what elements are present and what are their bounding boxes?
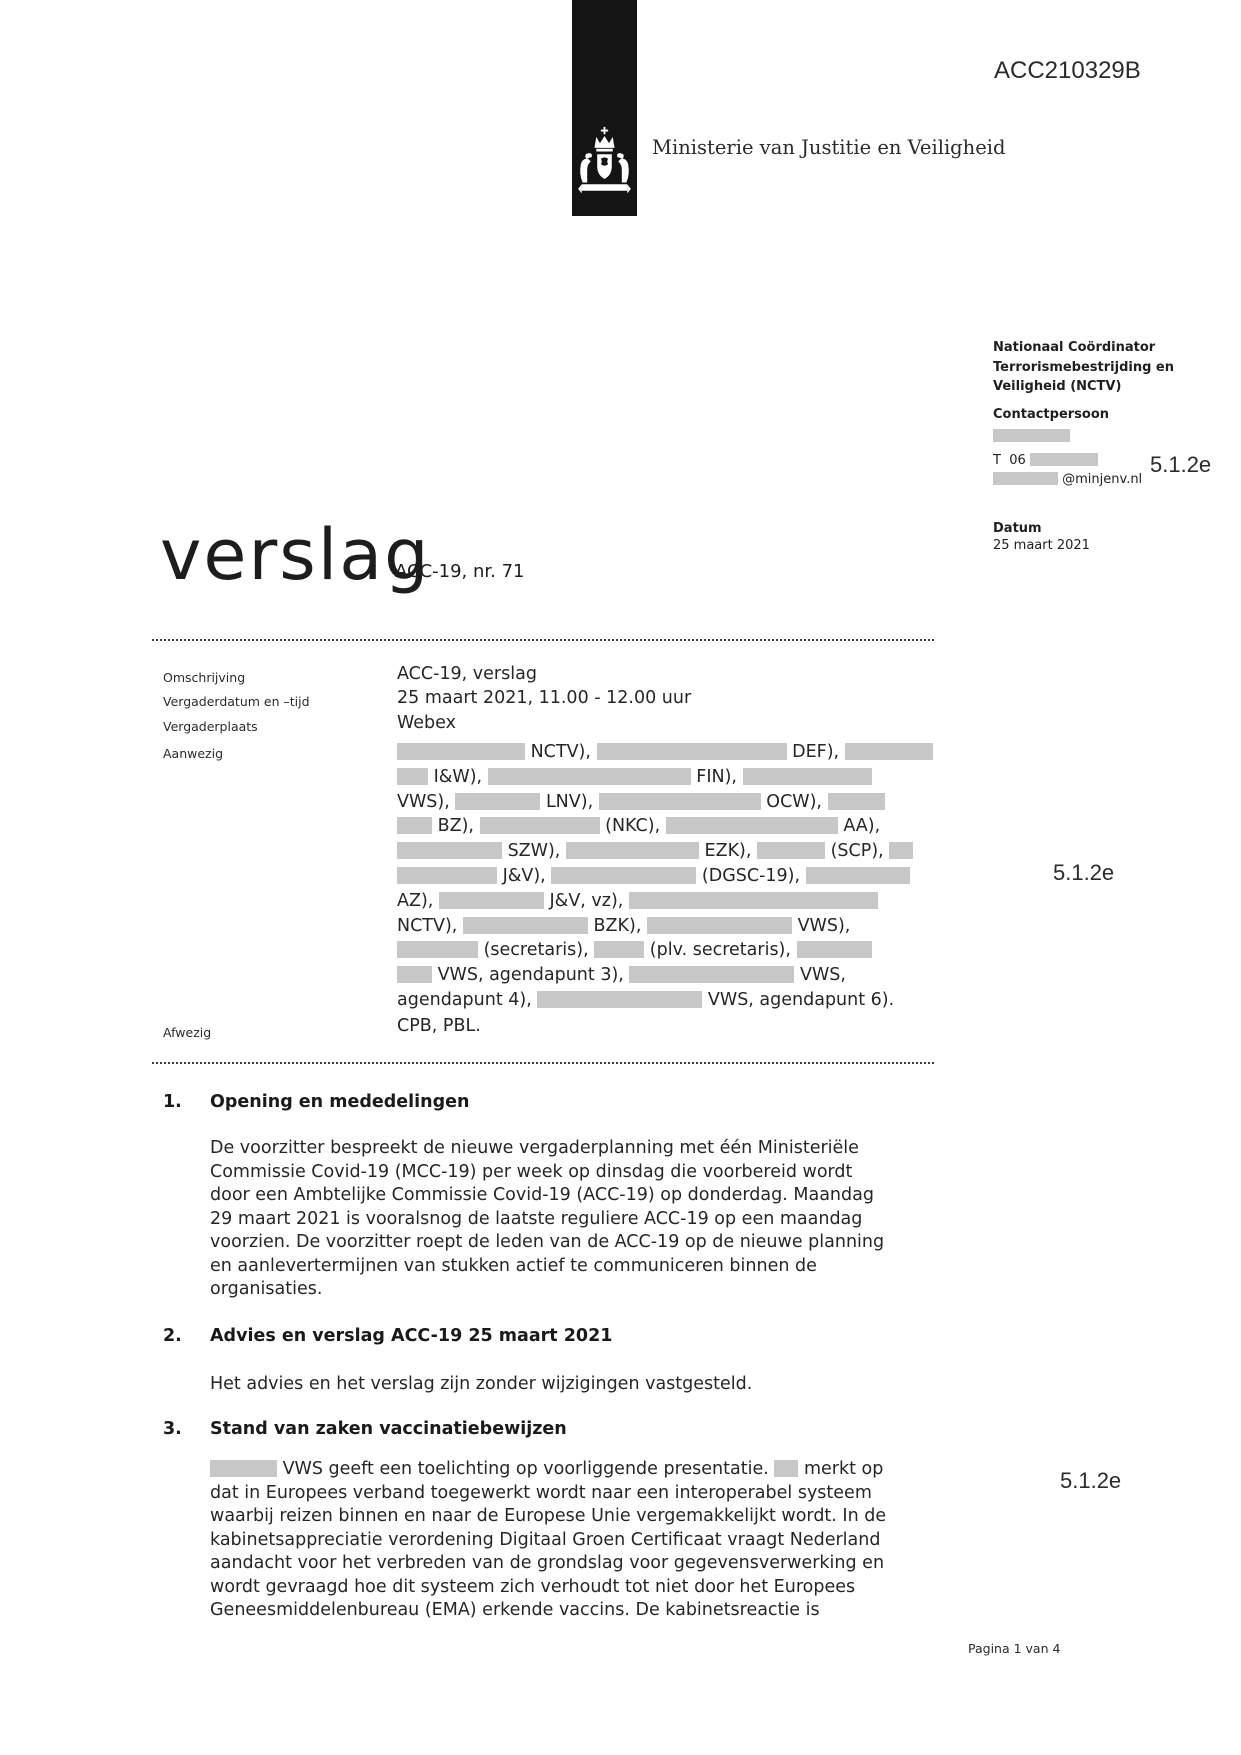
text-line: (secretaris), (plv. secretaris), [397,938,933,963]
text-line: dat in Europees verband toegewerkt wordt naar een interoperabel systeem [210,1482,872,1503]
redaction-box [463,917,588,934]
redaction-box [828,793,885,810]
redaction-code-annotation: 5.1.2e [1060,1468,1122,1493]
text-line: Commissie Covid-19 (MCC-19) per week op dinsdag die voorbereid wordt [210,1161,853,1182]
text-line: @minjenv.nl [993,472,1142,487]
text-line [993,429,1070,444]
organisation-line: Nationaal Coördinator [993,340,1156,355]
contact-name-redacted [993,429,1070,444]
text-line: SZW), EZK), (SCP), [397,839,933,864]
organisation-line: Veiligheid (NCTV) [993,379,1122,394]
redaction-box [566,842,699,859]
redaction-box [397,743,525,760]
contact-label: Contactpersoon [993,407,1110,422]
redaction-box [397,941,478,958]
redaction-code-annotation: 5.1.2e [1053,860,1115,885]
meta-label-vergaderplaats: Vergaderplaats [163,719,258,734]
redaction-box [629,966,794,983]
section-2-title: Advies en verslag ACC-19 25 maart 2021 [210,1326,613,1346]
text-line: organisaties. [210,1279,323,1299]
date-value: 25 maart 2021 [993,538,1090,553]
redaction-box [397,768,428,785]
redaction-box [597,743,787,760]
text-line: wordt gevraagd hoe dit systeem zich verhoudt tot niet door het Europees [210,1576,856,1597]
section-2-paragraph [210,1373,752,1397]
text-line: De voorzitter bespreekt de nieuwe vergaderplanning met één Ministeriële [210,1138,859,1158]
redaction-box [397,817,432,834]
meta-label-aanwezig: Aanwezig [163,746,224,761]
text-line: agendapunt 4), VWS, agendapunt 6). [397,989,895,1010]
text-line: AZ), J&V, vz), [397,889,933,914]
redaction-box [889,842,913,859]
redaction-box [629,892,878,909]
meta-value-omschrijving: ACC-19, verslag [397,664,537,684]
redaction-box [551,867,696,884]
section-1-title: Opening en mededelingen [210,1092,470,1112]
meta-label-vergaderdatum: Vergaderdatum en –tijd [163,694,310,709]
redaction-box [993,429,1070,442]
redaction-box [666,817,838,834]
section-1-paragraph [210,1137,884,1302]
rijksoverheid-coat-of-arms-icon [577,126,632,208]
document-reference: ACC210329B [994,57,1141,84]
text-line: voorzien. De voorzitter roept de leden van de ACC-19 op de nieuwe planning [210,1232,885,1252]
redaction-box [599,793,761,810]
date-label: Datum [993,521,1042,536]
redaction-box [743,768,872,785]
text-line: VWS), LNV), OCW), [397,790,933,815]
page-subtitle: ACC-19, nr. 71 [395,561,525,582]
text-line: BZ), (NKC), AA), [397,814,933,839]
meta-label-afwezig: Afwezig [163,1025,212,1040]
redaction-box [806,867,910,884]
redaction-box [397,867,497,884]
meta-value-vergaderdatum: 25 maart 2021, 11.00 - 12.00 uur [397,688,692,708]
text-line: Het advies en het verslag zijn zonder wijzigingen vastgesteld. [210,1374,753,1394]
redaction-box [455,793,540,810]
page-title: verslag [160,514,431,596]
section-1-number: 1. [163,1092,182,1112]
contact-phone [993,453,1098,468]
aanwezig-list [397,740,933,1013]
redaction-box [488,768,691,785]
meta-label-omschrijving: Omschrijving [163,670,246,685]
text-line: VWS, agendapunt 3), VWS, [397,963,933,988]
redaction-box [210,1460,277,1477]
section-3-title: Stand van zaken vaccinatiebewijzen [210,1419,567,1439]
text-line: NCTV), BZK), VWS), [397,915,851,936]
redaction-box [993,472,1058,485]
section-3-paragraph [210,1458,886,1623]
redaction-box [594,941,644,958]
text-line: kabinetsappreciatie verordening Digitaal Groen Certificaat vraagt Nederland [210,1529,881,1550]
text-line: J&V), (DGSC-19), [397,864,933,889]
redaction-box [757,842,825,859]
redaction-code-annotation: 5.1.2e [1150,452,1212,477]
redaction-box [439,892,544,909]
text-line: T 06 [993,453,1098,468]
text-line: waarbij reizen binnen en naar de Europese Unie vergemakkelijkt wordt. In de [210,1506,887,1526]
text-line: door een Ambtelijke Commissie Covid-19 (ACC-19) op donderdag. Maandag [210,1185,874,1205]
section-3-number: 3. [163,1419,182,1439]
organisation-line: Terrorismebestrijding en [993,359,1174,375]
text-line: 29 maart 2021 is vooralsnog de laatste reguliere ACC-19 op een maandag [210,1208,863,1229]
meta-value-afwezig: CPB, PBL. [397,1016,481,1036]
text-line: NCTV), DEF), [397,740,933,765]
text-line: VWS geeft een toelichting op voorliggende presentatie. merkt op [210,1458,886,1482]
text-line: Geneesmiddelenbureau (EMA) erkende vaccins. De kabinetsreactie is [210,1600,820,1620]
text-line: en aanlevertermijnen van stukken actief te communiceren binnen de [210,1255,817,1276]
meta-value-vergaderplaats: Webex [397,713,456,733]
text-line: I&W), FIN), [397,765,933,790]
dotted-divider [152,1062,935,1064]
ministry-name: Ministerie van Justitie en Veiligheid [652,136,1006,159]
redaction-box [397,842,502,859]
contact-email [993,472,1142,487]
section-2-number: 2. [163,1326,182,1346]
redaction-box [797,941,872,958]
redaction-box [774,1460,798,1477]
redaction-box [647,917,792,934]
redaction-box [537,991,702,1008]
redaction-box [845,743,933,760]
redaction-box [1030,453,1098,466]
text-line: aandacht voor het verbreden van de grondslag voor gegevensverwerking en [210,1553,885,1573]
redaction-box [397,966,432,983]
dotted-divider [152,639,935,641]
redaction-box [480,817,600,834]
page-indicator: Pagina 1 van 4 [968,1641,1061,1656]
organisation-block [993,338,1174,397]
